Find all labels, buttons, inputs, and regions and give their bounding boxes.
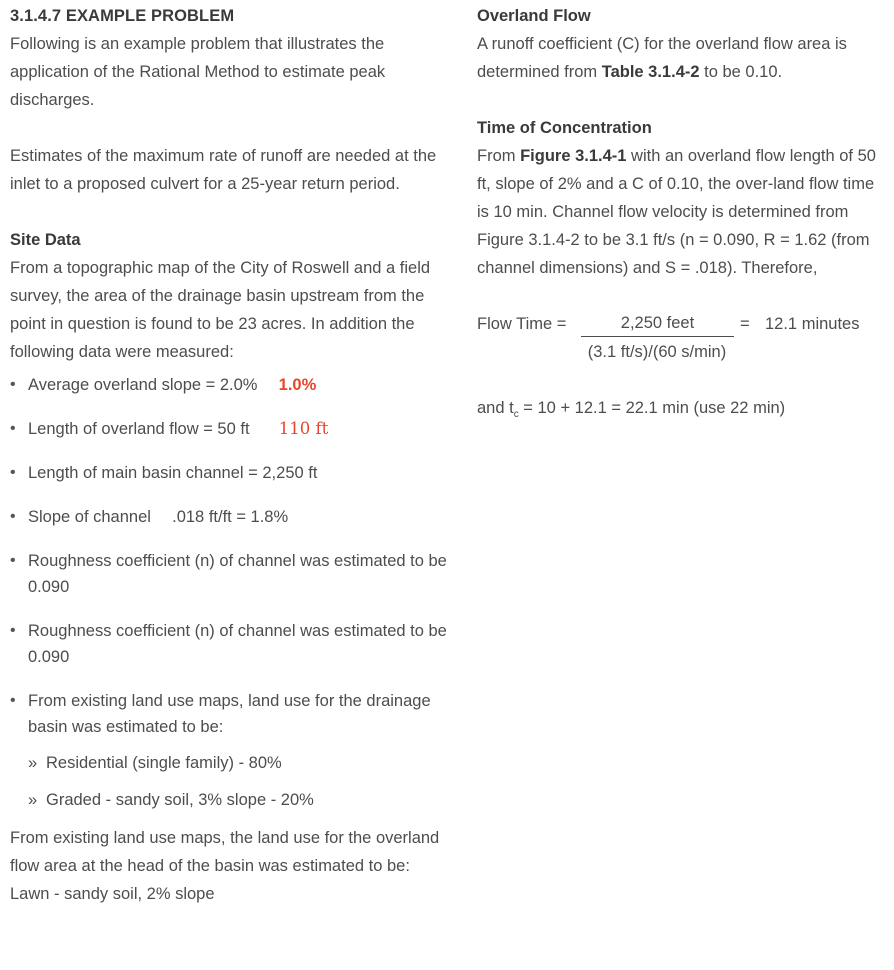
sub-list-item bbox=[28, 787, 450, 813]
tc-subscript: c bbox=[513, 409, 519, 420]
list-item bbox=[10, 548, 450, 600]
chevron-right-icon: » bbox=[28, 754, 38, 772]
sub-list-item bbox=[28, 750, 450, 776]
land-use-sublist bbox=[28, 750, 450, 813]
bullet-icon: • bbox=[10, 552, 16, 569]
toc-paragraph bbox=[477, 142, 887, 282]
bullet-icon: • bbox=[10, 692, 16, 709]
formula-denominator: (3.1 ft/s)/(60 s/min) bbox=[587, 343, 727, 361]
roughness-text: Roughness coefficient (n) of channel was estimated to be 0.090 bbox=[28, 552, 447, 596]
channel-length-text: Length of main basin channel = 2,250 ft bbox=[28, 464, 318, 482]
closing-paragraph: From existing land use maps, the land use for the overland flow area at the head of the basin was estimated to be: Lawn - sandy soil, 2% slope bbox=[10, 829, 440, 903]
formula-result: 12.1 minutes bbox=[765, 315, 860, 333]
left-column bbox=[10, 2, 450, 908]
overland-flow-heading: Overland Flow bbox=[477, 7, 591, 25]
formula-numerator: 2,250 feet bbox=[581, 310, 734, 337]
channel-slope-value: .018 ft/ft = 1.8% bbox=[172, 508, 289, 526]
toc-text-pre: From bbox=[477, 147, 521, 165]
overland-length-text: Length of overland flow = 50 ft bbox=[28, 420, 250, 438]
tc-text-post: = 10 + 12.1 = 22.1 min (use 22 min) bbox=[518, 399, 786, 417]
chevron-right-icon: » bbox=[28, 791, 38, 809]
bullet-icon: • bbox=[10, 464, 16, 481]
overland-text-post: to be 0.10. bbox=[699, 63, 783, 81]
table-reference-link[interactable]: Table 3.1.4-2 bbox=[601, 63, 700, 81]
list-item bbox=[10, 416, 450, 442]
flow-time-formula bbox=[477, 310, 887, 366]
formula-equals: = bbox=[740, 315, 750, 333]
list-item bbox=[10, 688, 450, 813]
bullet-icon: • bbox=[10, 622, 16, 639]
list-item bbox=[10, 372, 450, 398]
list-item bbox=[10, 460, 450, 486]
tc-text-pre: and t bbox=[477, 399, 514, 417]
bullet-icon: • bbox=[10, 376, 16, 393]
estimates-paragraph: Estimates of the maximum rate of runoff are needed at the inlet to a proposed culvert for a 25-year return period. bbox=[10, 147, 437, 193]
tc-equation bbox=[477, 394, 887, 422]
land-use-graded: Graded - sandy soil, 3% slope - 20% bbox=[46, 791, 314, 809]
section-title: 3.1.4.7 EXAMPLE PROBLEM bbox=[10, 7, 235, 25]
figure-reference-link[interactable]: Figure 3.1.4-1 bbox=[520, 147, 627, 165]
right-column bbox=[477, 2, 887, 422]
list-item bbox=[10, 618, 450, 670]
overland-flow-paragraph bbox=[477, 30, 887, 86]
overland-text-pre: A runoff coefficient (C) for the overland flow area is determined from bbox=[477, 35, 847, 81]
land-use-text: From existing land use maps, land use for the drainage basin was estimated to be: bbox=[28, 692, 431, 736]
bullet-icon: • bbox=[10, 420, 16, 437]
overland-length-correction: 110 ft bbox=[278, 419, 329, 438]
toc-heading: Time of Concentration bbox=[477, 119, 652, 137]
bullet-icon: • bbox=[10, 508, 16, 525]
toc-text-post: with an overland flow length of 50 ft, slope of 2% and a C of 0.10, the over-land flow time is 10 min. Channel flow velocity is determined from Figure 3.1.4-2 to be 3.1 ft/s (n = 0.090, R = 1.62 (from channel dimensions) and S = .018). Therefore, bbox=[477, 147, 876, 277]
formula-label: Flow Time = bbox=[477, 315, 567, 333]
overland-slope-correction: 1.0% bbox=[278, 376, 317, 394]
overland-slope-text: Average overland slope = 2.0% bbox=[28, 376, 258, 394]
site-data-list bbox=[10, 372, 450, 813]
channel-slope-label: Slope of channel bbox=[28, 508, 151, 526]
site-data-paragraph: From a topographic map of the City of Roswell and a field survey, the area of the drainage basin upstream from the point in question is found to be 23 acres. In addition the following data were measured: bbox=[10, 259, 431, 361]
list-item bbox=[10, 504, 450, 530]
site-data-heading: Site Data bbox=[10, 231, 81, 249]
roughness-text-duplicate: Roughness coefficient (n) of channel was estimated to be 0.090 bbox=[28, 622, 447, 666]
land-use-residential: Residential (single family) - 80% bbox=[46, 754, 282, 772]
intro-paragraph: Following is an example problem that illustrates the application of the Rational Method to estimate peak discharges. bbox=[10, 35, 386, 109]
